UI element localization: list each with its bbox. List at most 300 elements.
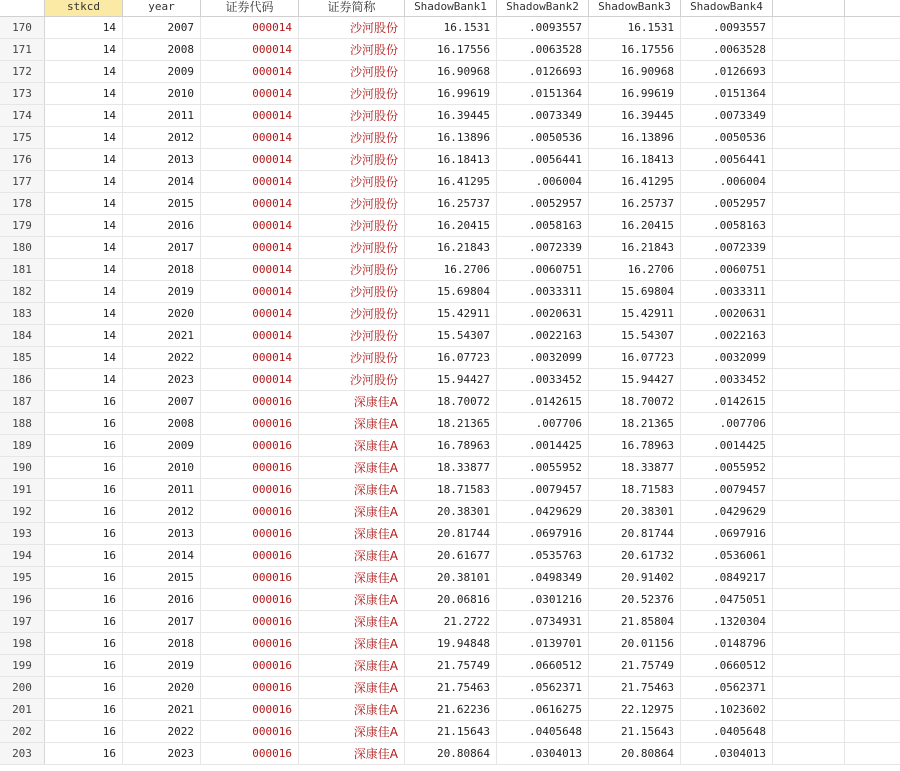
cell-stkcd[interactable]: 14 — [45, 237, 123, 258]
cell-security-name[interactable]: 沙河股份 — [299, 281, 405, 302]
cell-shadowbank2[interactable]: .0055952 — [497, 457, 589, 478]
cell-year[interactable]: 2010 — [123, 457, 201, 478]
cell-shadowbank2[interactable]: .0126693 — [497, 61, 589, 82]
cell-shadowbank2[interactable]: .0022163 — [497, 325, 589, 346]
empty-cell[interactable] — [845, 567, 900, 588]
cell-shadowbank2[interactable]: .0050536 — [497, 127, 589, 148]
row-number[interactable]: 199 — [0, 655, 45, 676]
cell-security-name[interactable]: 深康佳A — [299, 743, 405, 764]
cell-stkcd[interactable]: 16 — [45, 655, 123, 676]
cell-shadowbank1[interactable]: 16.17556 — [405, 39, 497, 60]
cell-shadowbank4[interactable]: .0063528 — [681, 39, 773, 60]
cell-year[interactable]: 2019 — [123, 655, 201, 676]
cell-security-code[interactable]: 000016 — [201, 743, 299, 764]
empty-cell[interactable] — [845, 391, 900, 412]
cell-year[interactable]: 2007 — [123, 17, 201, 38]
cell-shadowbank1[interactable]: 20.06816 — [405, 589, 497, 610]
cell-shadowbank2[interactable]: .0073349 — [497, 105, 589, 126]
row-number[interactable]: 174 — [0, 105, 45, 126]
cell-shadowbank2[interactable]: .0056441 — [497, 149, 589, 170]
cell-shadowbank1[interactable]: 21.75749 — [405, 655, 497, 676]
empty-cell[interactable] — [845, 633, 900, 654]
cell-year[interactable]: 2014 — [123, 545, 201, 566]
cell-shadowbank4[interactable]: .0093557 — [681, 17, 773, 38]
cell-shadowbank1[interactable]: 16.25737 — [405, 193, 497, 214]
empty-cell[interactable] — [845, 303, 900, 324]
cell-shadowbank3[interactable]: 16.39445 — [589, 105, 681, 126]
cell-security-name[interactable]: 沙河股份 — [299, 325, 405, 346]
cell-shadowbank3[interactable]: 16.99619 — [589, 83, 681, 104]
empty-cell[interactable] — [773, 83, 845, 104]
cell-year[interactable]: 2017 — [123, 237, 201, 258]
column-header-year[interactable]: year — [123, 0, 201, 16]
cell-year[interactable]: 2023 — [123, 743, 201, 764]
cell-shadowbank1[interactable]: 20.38101 — [405, 567, 497, 588]
cell-security-name[interactable]: 深康佳A — [299, 523, 405, 544]
cell-shadowbank3[interactable]: 20.91402 — [589, 567, 681, 588]
column-header-security-code[interactable]: 证券代码 — [201, 0, 299, 16]
cell-security-name[interactable]: 深康佳A — [299, 677, 405, 698]
cell-year[interactable]: 2017 — [123, 611, 201, 632]
cell-shadowbank4[interactable]: .0660512 — [681, 655, 773, 676]
cell-security-name[interactable]: 沙河股份 — [299, 105, 405, 126]
cell-stkcd[interactable]: 14 — [45, 39, 123, 60]
cell-stkcd[interactable]: 14 — [45, 61, 123, 82]
cell-security-code[interactable]: 000014 — [201, 61, 299, 82]
cell-shadowbank1[interactable]: 16.20415 — [405, 215, 497, 236]
cell-security-code[interactable]: 000014 — [201, 325, 299, 346]
cell-shadowbank3[interactable]: 21.85804 — [589, 611, 681, 632]
cell-shadowbank1[interactable]: 21.15643 — [405, 721, 497, 742]
empty-cell[interactable] — [773, 611, 845, 632]
cell-shadowbank2[interactable]: .0562371 — [497, 677, 589, 698]
cell-year[interactable]: 2015 — [123, 193, 201, 214]
cell-shadowbank4[interactable]: .0050536 — [681, 127, 773, 148]
cell-shadowbank1[interactable]: 15.54307 — [405, 325, 497, 346]
empty-cell[interactable] — [773, 479, 845, 500]
cell-shadowbank4[interactable]: .0079457 — [681, 479, 773, 500]
cell-stkcd[interactable]: 14 — [45, 17, 123, 38]
row-number[interactable]: 179 — [0, 215, 45, 236]
cell-year[interactable]: 2011 — [123, 479, 201, 500]
empty-cell[interactable] — [773, 127, 845, 148]
cell-shadowbank3[interactable]: 21.75463 — [589, 677, 681, 698]
cell-stkcd[interactable]: 16 — [45, 413, 123, 434]
cell-security-name[interactable]: 沙河股份 — [299, 237, 405, 258]
cell-security-name[interactable]: 深康佳A — [299, 633, 405, 654]
cell-stkcd[interactable]: 14 — [45, 171, 123, 192]
cell-stkcd[interactable]: 16 — [45, 743, 123, 764]
cell-year[interactable]: 2013 — [123, 523, 201, 544]
empty-cell[interactable] — [773, 721, 845, 742]
cell-security-code[interactable]: 000016 — [201, 501, 299, 522]
cell-security-name[interactable]: 深康佳A — [299, 545, 405, 566]
cell-shadowbank4[interactable]: .0475051 — [681, 589, 773, 610]
row-number[interactable]: 183 — [0, 303, 45, 324]
cell-security-code[interactable]: 000016 — [201, 699, 299, 720]
empty-cell[interactable] — [845, 347, 900, 368]
cell-shadowbank4[interactable]: .0072339 — [681, 237, 773, 258]
cell-shadowbank3[interactable]: 18.71583 — [589, 479, 681, 500]
cell-shadowbank4[interactable]: .0022163 — [681, 325, 773, 346]
cell-shadowbank3[interactable]: 20.52376 — [589, 589, 681, 610]
cell-shadowbank2[interactable]: .0301216 — [497, 589, 589, 610]
cell-shadowbank3[interactable]: 16.18413 — [589, 149, 681, 170]
empty-cell[interactable] — [773, 743, 845, 764]
cell-shadowbank4[interactable]: .0058163 — [681, 215, 773, 236]
empty-cell[interactable] — [773, 589, 845, 610]
row-number[interactable]: 193 — [0, 523, 45, 544]
cell-security-code[interactable]: 000014 — [201, 303, 299, 324]
empty-cell[interactable] — [845, 149, 900, 170]
empty-cell[interactable] — [845, 193, 900, 214]
cell-stkcd[interactable]: 16 — [45, 501, 123, 522]
cell-shadowbank1[interactable]: 16.2706 — [405, 259, 497, 280]
empty-cell[interactable] — [773, 237, 845, 258]
empty-cell[interactable] — [845, 105, 900, 126]
cell-shadowbank4[interactable]: .0697916 — [681, 523, 773, 544]
cell-shadowbank2[interactable]: .0063528 — [497, 39, 589, 60]
cell-shadowbank2[interactable]: .0020631 — [497, 303, 589, 324]
cell-shadowbank4[interactable]: .0052957 — [681, 193, 773, 214]
empty-cell[interactable] — [845, 435, 900, 456]
cell-security-name[interactable]: 深康佳A — [299, 589, 405, 610]
cell-shadowbank2[interactable]: .0697916 — [497, 523, 589, 544]
empty-cell[interactable] — [845, 743, 900, 764]
row-number[interactable]: 184 — [0, 325, 45, 346]
cell-shadowbank1[interactable]: 19.94848 — [405, 633, 497, 654]
row-number[interactable]: 188 — [0, 413, 45, 434]
cell-shadowbank3[interactable]: 22.12975 — [589, 699, 681, 720]
cell-year[interactable]: 2020 — [123, 303, 201, 324]
row-number[interactable]: 196 — [0, 589, 45, 610]
cell-stkcd[interactable]: 16 — [45, 545, 123, 566]
cell-stkcd[interactable]: 16 — [45, 589, 123, 610]
cell-year[interactable]: 2009 — [123, 435, 201, 456]
cell-shadowbank2[interactable]: .0498349 — [497, 567, 589, 588]
empty-cell[interactable] — [845, 17, 900, 38]
row-number[interactable]: 201 — [0, 699, 45, 720]
cell-shadowbank2[interactable]: .0033311 — [497, 281, 589, 302]
cell-shadowbank1[interactable]: 16.78963 — [405, 435, 497, 456]
cell-stkcd[interactable]: 14 — [45, 105, 123, 126]
row-number[interactable]: 173 — [0, 83, 45, 104]
cell-shadowbank3[interactable]: 20.38301 — [589, 501, 681, 522]
cell-stkcd[interactable]: 14 — [45, 127, 123, 148]
cell-shadowbank1[interactable]: 16.18413 — [405, 149, 497, 170]
empty-cell[interactable] — [845, 611, 900, 632]
cell-shadowbank4[interactable]: .0142615 — [681, 391, 773, 412]
cell-shadowbank1[interactable]: 20.38301 — [405, 501, 497, 522]
empty-cell[interactable] — [845, 523, 900, 544]
empty-cell[interactable] — [773, 171, 845, 192]
cell-security-name[interactable]: 深康佳A — [299, 413, 405, 434]
cell-shadowbank4[interactable]: .0849217 — [681, 567, 773, 588]
cell-shadowbank1[interactable]: 15.94427 — [405, 369, 497, 390]
cell-shadowbank1[interactable]: 20.81744 — [405, 523, 497, 544]
cell-shadowbank2[interactable]: .0079457 — [497, 479, 589, 500]
row-number[interactable]: 190 — [0, 457, 45, 478]
cell-shadowbank3[interactable]: 16.2706 — [589, 259, 681, 280]
cell-security-code[interactable]: 000016 — [201, 611, 299, 632]
empty-cell[interactable] — [773, 677, 845, 698]
cell-shadowbank1[interactable]: 15.69804 — [405, 281, 497, 302]
cell-security-code[interactable]: 000016 — [201, 721, 299, 742]
cell-shadowbank1[interactable]: 18.70072 — [405, 391, 497, 412]
cell-security-code[interactable]: 000014 — [201, 105, 299, 126]
cell-security-code[interactable]: 000014 — [201, 237, 299, 258]
empty-cell[interactable] — [845, 281, 900, 302]
column-header-shadowbank3[interactable]: ShadowBank3 — [589, 0, 681, 16]
empty-cell[interactable] — [845, 501, 900, 522]
cell-stkcd[interactable]: 16 — [45, 699, 123, 720]
cell-stkcd[interactable]: 14 — [45, 149, 123, 170]
cell-shadowbank3[interactable]: 16.07723 — [589, 347, 681, 368]
empty-cell[interactable] — [845, 369, 900, 390]
cell-shadowbank3[interactable]: 15.94427 — [589, 369, 681, 390]
empty-cell[interactable] — [845, 83, 900, 104]
cell-stkcd[interactable]: 16 — [45, 677, 123, 698]
cell-shadowbank3[interactable]: 18.21365 — [589, 413, 681, 434]
cell-shadowbank1[interactable]: 15.42911 — [405, 303, 497, 324]
row-number[interactable]: 170 — [0, 17, 45, 38]
row-number[interactable]: 181 — [0, 259, 45, 280]
empty-cell[interactable] — [773, 215, 845, 236]
cell-security-name[interactable]: 沙河股份 — [299, 347, 405, 368]
row-number[interactable]: 177 — [0, 171, 45, 192]
empty-cell[interactable] — [845, 325, 900, 346]
cell-stkcd[interactable]: 16 — [45, 633, 123, 654]
cell-shadowbank3[interactable]: 16.41295 — [589, 171, 681, 192]
cell-shadowbank3[interactable]: 16.1531 — [589, 17, 681, 38]
cell-shadowbank4[interactable]: .0562371 — [681, 677, 773, 698]
cell-stkcd[interactable]: 16 — [45, 457, 123, 478]
cell-security-name[interactable]: 沙河股份 — [299, 17, 405, 38]
row-number[interactable]: 180 — [0, 237, 45, 258]
cell-shadowbank4[interactable]: .0126693 — [681, 61, 773, 82]
cell-shadowbank1[interactable]: 16.39445 — [405, 105, 497, 126]
cell-shadowbank1[interactable]: 16.13896 — [405, 127, 497, 148]
cell-security-code[interactable]: 000016 — [201, 523, 299, 544]
cell-year[interactable]: 2012 — [123, 501, 201, 522]
column-header-stkcd[interactable]: stkcd — [45, 0, 123, 16]
empty-cell[interactable] — [773, 413, 845, 434]
cell-security-name[interactable]: 沙河股份 — [299, 215, 405, 236]
cell-security-code[interactable]: 000014 — [201, 347, 299, 368]
row-number[interactable]: 172 — [0, 61, 45, 82]
cell-stkcd[interactable]: 14 — [45, 259, 123, 280]
cell-year[interactable]: 2018 — [123, 633, 201, 654]
cell-security-name[interactable]: 深康佳A — [299, 699, 405, 720]
column-header-security-name[interactable]: 证券简称 — [299, 0, 405, 16]
cell-shadowbank4[interactable]: .1320304 — [681, 611, 773, 632]
row-number[interactable]: 175 — [0, 127, 45, 148]
cell-year[interactable]: 2016 — [123, 215, 201, 236]
cell-security-name[interactable]: 深康佳A — [299, 457, 405, 478]
cell-shadowbank2[interactable]: .007706 — [497, 413, 589, 434]
column-header-shadowbank2[interactable]: ShadowBank2 — [497, 0, 589, 16]
cell-security-name[interactable]: 沙河股份 — [299, 61, 405, 82]
cell-shadowbank4[interactable]: .1023602 — [681, 699, 773, 720]
empty-cell[interactable] — [773, 325, 845, 346]
cell-security-name[interactable]: 深康佳A — [299, 655, 405, 676]
cell-shadowbank2[interactable]: .0405648 — [497, 721, 589, 742]
cell-security-code[interactable]: 000014 — [201, 215, 299, 236]
cell-year[interactable]: 2023 — [123, 369, 201, 390]
cell-shadowbank4[interactable]: .0056441 — [681, 149, 773, 170]
cell-shadowbank1[interactable]: 20.61677 — [405, 545, 497, 566]
cell-shadowbank2[interactable]: .0734931 — [497, 611, 589, 632]
corner-header[interactable] — [0, 0, 45, 16]
empty-cell[interactable] — [773, 17, 845, 38]
cell-shadowbank3[interactable]: 16.20415 — [589, 215, 681, 236]
cell-shadowbank2[interactable]: .0014425 — [497, 435, 589, 456]
cell-shadowbank1[interactable]: 16.41295 — [405, 171, 497, 192]
cell-year[interactable]: 2009 — [123, 61, 201, 82]
row-number[interactable]: 203 — [0, 743, 45, 764]
empty-cell[interactable] — [773, 545, 845, 566]
cell-shadowbank4[interactable]: .0033452 — [681, 369, 773, 390]
empty-cell[interactable] — [845, 545, 900, 566]
empty-cell[interactable] — [845, 127, 900, 148]
cell-stkcd[interactable]: 14 — [45, 281, 123, 302]
cell-year[interactable]: 2022 — [123, 721, 201, 742]
cell-shadowbank4[interactable]: .006004 — [681, 171, 773, 192]
cell-security-name[interactable]: 深康佳A — [299, 567, 405, 588]
cell-shadowbank2[interactable]: .0139701 — [497, 633, 589, 654]
cell-stkcd[interactable]: 16 — [45, 611, 123, 632]
cell-shadowbank1[interactable]: 18.21365 — [405, 413, 497, 434]
cell-shadowbank3[interactable]: 16.17556 — [589, 39, 681, 60]
cell-shadowbank3[interactable]: 15.42911 — [589, 303, 681, 324]
empty-cell[interactable] — [773, 633, 845, 654]
cell-shadowbank2[interactable]: .0151364 — [497, 83, 589, 104]
cell-security-code[interactable]: 000014 — [201, 281, 299, 302]
cell-shadowbank2[interactable]: .0072339 — [497, 237, 589, 258]
cell-year[interactable]: 2010 — [123, 83, 201, 104]
cell-shadowbank2[interactable]: .0032099 — [497, 347, 589, 368]
cell-year[interactable]: 2020 — [123, 677, 201, 698]
cell-security-code[interactable]: 000016 — [201, 457, 299, 478]
cell-security-name[interactable]: 沙河股份 — [299, 259, 405, 280]
cell-shadowbank4[interactable]: .0429629 — [681, 501, 773, 522]
cell-security-code[interactable]: 000016 — [201, 677, 299, 698]
cell-security-name[interactable]: 沙河股份 — [299, 193, 405, 214]
cell-security-name[interactable]: 深康佳A — [299, 435, 405, 456]
empty-cell[interactable] — [773, 61, 845, 82]
cell-shadowbank1[interactable]: 21.2722 — [405, 611, 497, 632]
empty-cell[interactable] — [845, 259, 900, 280]
cell-shadowbank1[interactable]: 16.1531 — [405, 17, 497, 38]
empty-cell[interactable] — [773, 699, 845, 720]
cell-shadowbank4[interactable]: .007706 — [681, 413, 773, 434]
cell-year[interactable]: 2018 — [123, 259, 201, 280]
empty-cell[interactable] — [773, 567, 845, 588]
cell-security-name[interactable]: 深康佳A — [299, 391, 405, 412]
cell-shadowbank3[interactable]: 21.75749 — [589, 655, 681, 676]
cell-year[interactable]: 2008 — [123, 39, 201, 60]
cell-security-code[interactable]: 000014 — [201, 259, 299, 280]
cell-security-name[interactable]: 沙河股份 — [299, 127, 405, 148]
cell-shadowbank3[interactable]: 20.81744 — [589, 523, 681, 544]
empty-cell[interactable] — [773, 303, 845, 324]
row-number[interactable]: 192 — [0, 501, 45, 522]
empty-cell[interactable] — [773, 347, 845, 368]
cell-year[interactable]: 2015 — [123, 567, 201, 588]
empty-cell[interactable] — [845, 171, 900, 192]
cell-security-code[interactable]: 000016 — [201, 391, 299, 412]
cell-shadowbank2[interactable]: .006004 — [497, 171, 589, 192]
cell-year[interactable]: 2019 — [123, 281, 201, 302]
column-header-shadowbank4[interactable]: ShadowBank4 — [681, 0, 773, 16]
empty-cell[interactable] — [773, 523, 845, 544]
row-number[interactable]: 194 — [0, 545, 45, 566]
cell-shadowbank2[interactable]: .0535763 — [497, 545, 589, 566]
empty-cell[interactable] — [773, 149, 845, 170]
cell-shadowbank3[interactable]: 20.80864 — [589, 743, 681, 764]
cell-year[interactable]: 2021 — [123, 325, 201, 346]
cell-security-code[interactable]: 000014 — [201, 127, 299, 148]
cell-year[interactable]: 2007 — [123, 391, 201, 412]
cell-shadowbank1[interactable]: 16.99619 — [405, 83, 497, 104]
empty-cell[interactable] — [845, 655, 900, 676]
cell-year[interactable]: 2022 — [123, 347, 201, 368]
cell-security-code[interactable]: 000014 — [201, 39, 299, 60]
cell-stkcd[interactable]: 16 — [45, 721, 123, 742]
cell-stkcd[interactable]: 16 — [45, 391, 123, 412]
cell-shadowbank3[interactable]: 21.15643 — [589, 721, 681, 742]
row-number[interactable]: 186 — [0, 369, 45, 390]
cell-shadowbank2[interactable]: .0058163 — [497, 215, 589, 236]
row-number[interactable]: 195 — [0, 567, 45, 588]
cell-stkcd[interactable]: 16 — [45, 435, 123, 456]
cell-shadowbank2[interactable]: .0616275 — [497, 699, 589, 720]
cell-shadowbank4[interactable]: .0032099 — [681, 347, 773, 368]
empty-cell[interactable] — [845, 677, 900, 698]
row-number[interactable]: 187 — [0, 391, 45, 412]
row-number[interactable]: 202 — [0, 721, 45, 742]
cell-shadowbank4[interactable]: .0014425 — [681, 435, 773, 456]
row-number[interactable]: 198 — [0, 633, 45, 654]
cell-shadowbank2[interactable]: .0660512 — [497, 655, 589, 676]
empty-cell[interactable] — [773, 105, 845, 126]
empty-cell[interactable] — [845, 61, 900, 82]
cell-shadowbank3[interactable]: 18.33877 — [589, 457, 681, 478]
cell-shadowbank1[interactable]: 18.71583 — [405, 479, 497, 500]
cell-year[interactable]: 2013 — [123, 149, 201, 170]
cell-shadowbank3[interactable]: 16.78963 — [589, 435, 681, 456]
empty-cell[interactable] — [773, 501, 845, 522]
empty-cell[interactable] — [845, 457, 900, 478]
row-number[interactable]: 182 — [0, 281, 45, 302]
cell-stkcd[interactable]: 16 — [45, 523, 123, 544]
cell-shadowbank2[interactable]: .0142615 — [497, 391, 589, 412]
cell-shadowbank3[interactable]: 16.13896 — [589, 127, 681, 148]
cell-security-name[interactable]: 深康佳A — [299, 611, 405, 632]
row-number[interactable]: 171 — [0, 39, 45, 60]
cell-stkcd[interactable]: 14 — [45, 369, 123, 390]
cell-shadowbank1[interactable]: 18.33877 — [405, 457, 497, 478]
row-number[interactable]: 197 — [0, 611, 45, 632]
cell-year[interactable]: 2014 — [123, 171, 201, 192]
cell-shadowbank4[interactable]: .0073349 — [681, 105, 773, 126]
row-number[interactable]: 189 — [0, 435, 45, 456]
cell-security-code[interactable]: 000016 — [201, 545, 299, 566]
cell-security-name[interactable]: 深康佳A — [299, 501, 405, 522]
empty-cell[interactable] — [845, 479, 900, 500]
cell-shadowbank4[interactable]: .0151364 — [681, 83, 773, 104]
cell-security-name[interactable]: 沙河股份 — [299, 303, 405, 324]
